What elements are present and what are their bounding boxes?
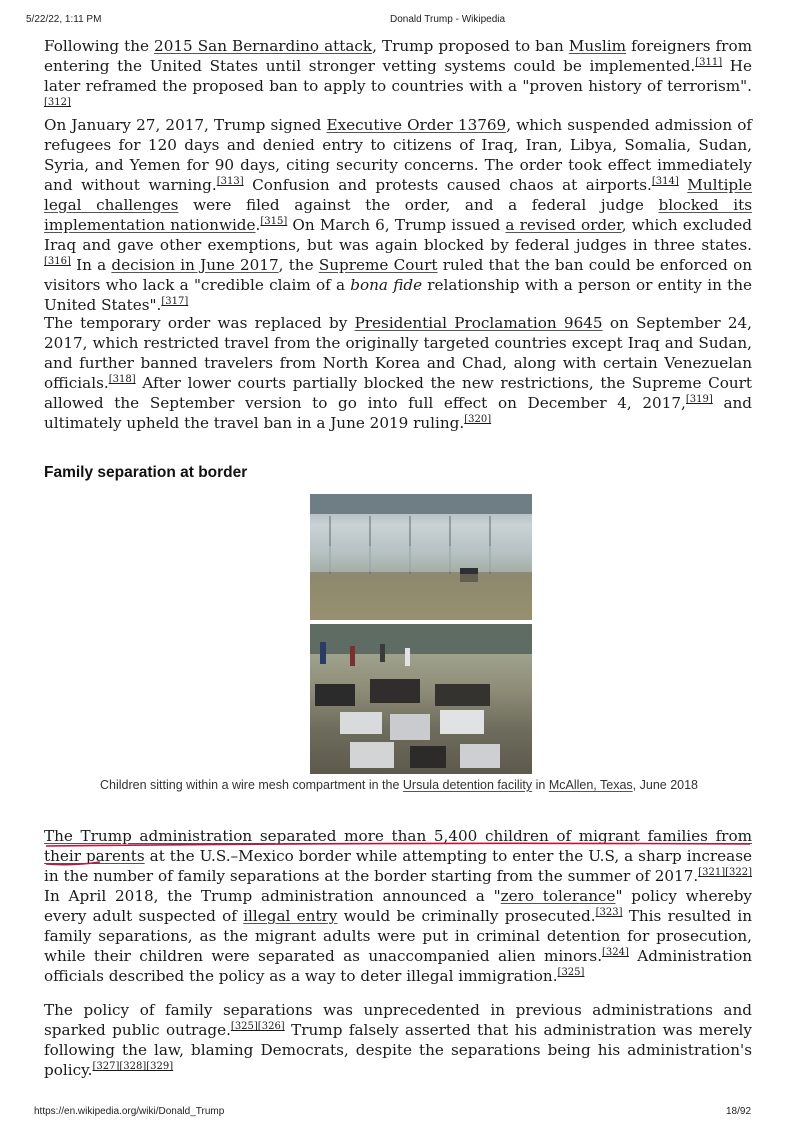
red-annotation-underline xyxy=(44,840,754,870)
citation-314[interactable]: [314] xyxy=(651,175,679,187)
mesh-wall xyxy=(310,546,532,572)
link-blocked-implementation[interactable]: blocked its implementation nationwide xyxy=(44,196,752,234)
foil-blanket xyxy=(460,744,500,768)
person-standing xyxy=(350,646,355,666)
citation-327-328-329[interactable]: [327][328][329] xyxy=(92,1060,174,1072)
floor-mat xyxy=(370,679,420,703)
person-standing xyxy=(380,644,385,662)
paragraph-family-separation: The Trump administration separated more than 5,400 children of migrant families from their parents at the U.S.–Mexico border while attempting to enter the U.S, a sharp increase in the number of family separations at the border starting from the summer of 2017.[321][322] In April 2018, the Trump administration announced a "zero tolerance" policy whereby every adult suspected of illegal entry would be criminally prosecuted.[323] This resulted in family separations, as the migrant adults were put in criminal detention for prosecution, while their children were separated as unaccompanied alien minors.[324] Administration officials described the policy as a way to deter illegal immigration.[325] xyxy=(44,827,753,985)
link-ursula-detention-facility[interactable]: Ursula detention facility xyxy=(402,778,533,792)
link-illegal-entry[interactable]: illegal entry xyxy=(243,907,338,925)
ceiling-beam xyxy=(310,494,532,514)
print-timestamp: 5/22/22, 1:11 PM xyxy=(26,14,102,25)
citation-316[interactable]: [316] xyxy=(44,255,71,267)
link-muslim[interactable]: Muslim xyxy=(568,37,627,55)
link-multiple-legal-challenges[interactable]: Multiple legal challenges xyxy=(44,176,752,214)
person-standing xyxy=(405,648,410,666)
floor xyxy=(310,574,532,620)
link-presidential-proclamation-9645[interactable]: Presidential Proclamation 9645 xyxy=(354,314,603,332)
citation-312[interactable]: [312] xyxy=(44,96,71,108)
paragraph-policy-outrage: The policy of family separations was unprecedented in previous administrations and sparked public outrage.[325][326] Trump falsely asserted that his administration was merely following the law, blaming Democrats, despite the separations being his administration's policy.[327][328][329] xyxy=(44,1001,752,1079)
foil-blanket xyxy=(440,710,484,734)
citation-315[interactable]: [315] xyxy=(260,215,288,227)
floor-mat xyxy=(435,684,490,706)
photo-bottom-scene xyxy=(310,624,532,774)
citation-311[interactable]: [311] xyxy=(695,56,723,68)
citation-319[interactable]: [319] xyxy=(685,393,713,405)
photo-top-scene xyxy=(310,494,532,620)
foil-blanket xyxy=(350,742,394,768)
link-executive-order-13769[interactable]: Executive Order 13769 xyxy=(326,116,507,134)
link-mcallen-texas[interactable]: McAllen, Texas xyxy=(548,778,633,792)
citation-321-322[interactable]: [321][322] xyxy=(698,866,752,878)
foil-blanket xyxy=(390,714,430,740)
foil-blanket xyxy=(340,712,382,734)
link-zero-tolerance[interactable]: zero tolerance xyxy=(500,887,616,905)
link-san-bernardino-attack[interactable]: 2015 San Bernardino attack xyxy=(154,37,373,55)
citation-313[interactable]: [313] xyxy=(216,175,244,187)
floor-mat xyxy=(410,746,446,768)
link-separated-children[interactable]: The Trump administration separated more than 5,400 children of migrant families from their parents xyxy=(44,827,752,865)
citation-325[interactable]: [325] xyxy=(557,966,585,978)
link-revised-order[interactable]: a revised order xyxy=(505,216,622,234)
page-title: Donald Trump - Wikipedia xyxy=(390,14,506,25)
photo-caption: Children sitting within a wire mesh compartment in the Ursula detention facility in McAllen, Texas, June 2018 xyxy=(100,778,699,792)
link-decision-june-2017[interactable]: decision in June 2017 xyxy=(111,256,279,274)
floor-mat xyxy=(315,684,355,706)
citation-324[interactable]: [324] xyxy=(602,946,629,958)
citation-320[interactable]: [320] xyxy=(464,413,492,425)
citation-317[interactable]: [317] xyxy=(161,295,189,307)
paragraph-travel-ban-intro: Following the 2015 San Bernardino attack, Trump proposed to ban Muslim foreigners from entering the United States until stronger vetting systems could be implemented.[311] He later reframed the proposed ban to apply to countries with a "proven history of terrorism".[312] xyxy=(44,37,753,108)
link-supreme-court[interactable]: Supreme Court xyxy=(318,256,438,274)
red-underline-stroke xyxy=(46,862,100,865)
detention-photo-bottom xyxy=(310,624,532,774)
back-wall xyxy=(310,624,532,654)
red-underline-stroke xyxy=(46,843,750,846)
page-number: 18/92 xyxy=(726,1106,752,1117)
paragraph-proclamation: The temporary order was replaced by Presidential Proclamation 9645 on September 24, 2017, which restricted travel from the originally targeted countries except Iraq and Sudan, and further banned travelers from North Korea and Chad, along with certain Venezuelan officials.[318] After lower courts partially blocked the new restrictions, the Supreme Court allowed the September version to go into full effect on December 4, 2017,[319] and ultimately upheld the travel ban in a June 2019 ruling.[320] xyxy=(44,314,753,432)
citation-325-326[interactable]: [325][326] xyxy=(230,1020,285,1032)
citation-318[interactable]: [318] xyxy=(108,373,136,385)
footer-url[interactable]: https://en.wikipedia.org/wiki/Donald_Trump xyxy=(34,1106,225,1117)
citation-323[interactable]: [323] xyxy=(595,906,623,918)
person-standing xyxy=(320,642,326,664)
paragraph-executive-order: On January 27, 2017, Trump signed Executive Order 13769, which suspended admission of refugees for 120 days and denied entry to citizens of Iraq, Iran, Libya, Somalia, Sudan, Syria, and Yemen for 90 days, citing security concerns. The order took effect immediately and without warning.[313] Confusion and protests caused chaos at airports.[314] Multiple legal challenges were filed against the order, and a federal judge blocked its implementation nationwide.[315] On March 6, Trump issued a revised order, which excluded Iraq and gave other exemptions, but was again blocked by federal judges in three states.[316] In a decision in June 2017, the Supreme Court ruled that the ban could be enforced on visitors who lack a "credible claim of a bona fide relationship with a person or entity in the United States".[317] xyxy=(44,116,753,314)
detention-photo-top xyxy=(310,494,532,620)
section-heading: Family separation at border xyxy=(44,464,248,481)
